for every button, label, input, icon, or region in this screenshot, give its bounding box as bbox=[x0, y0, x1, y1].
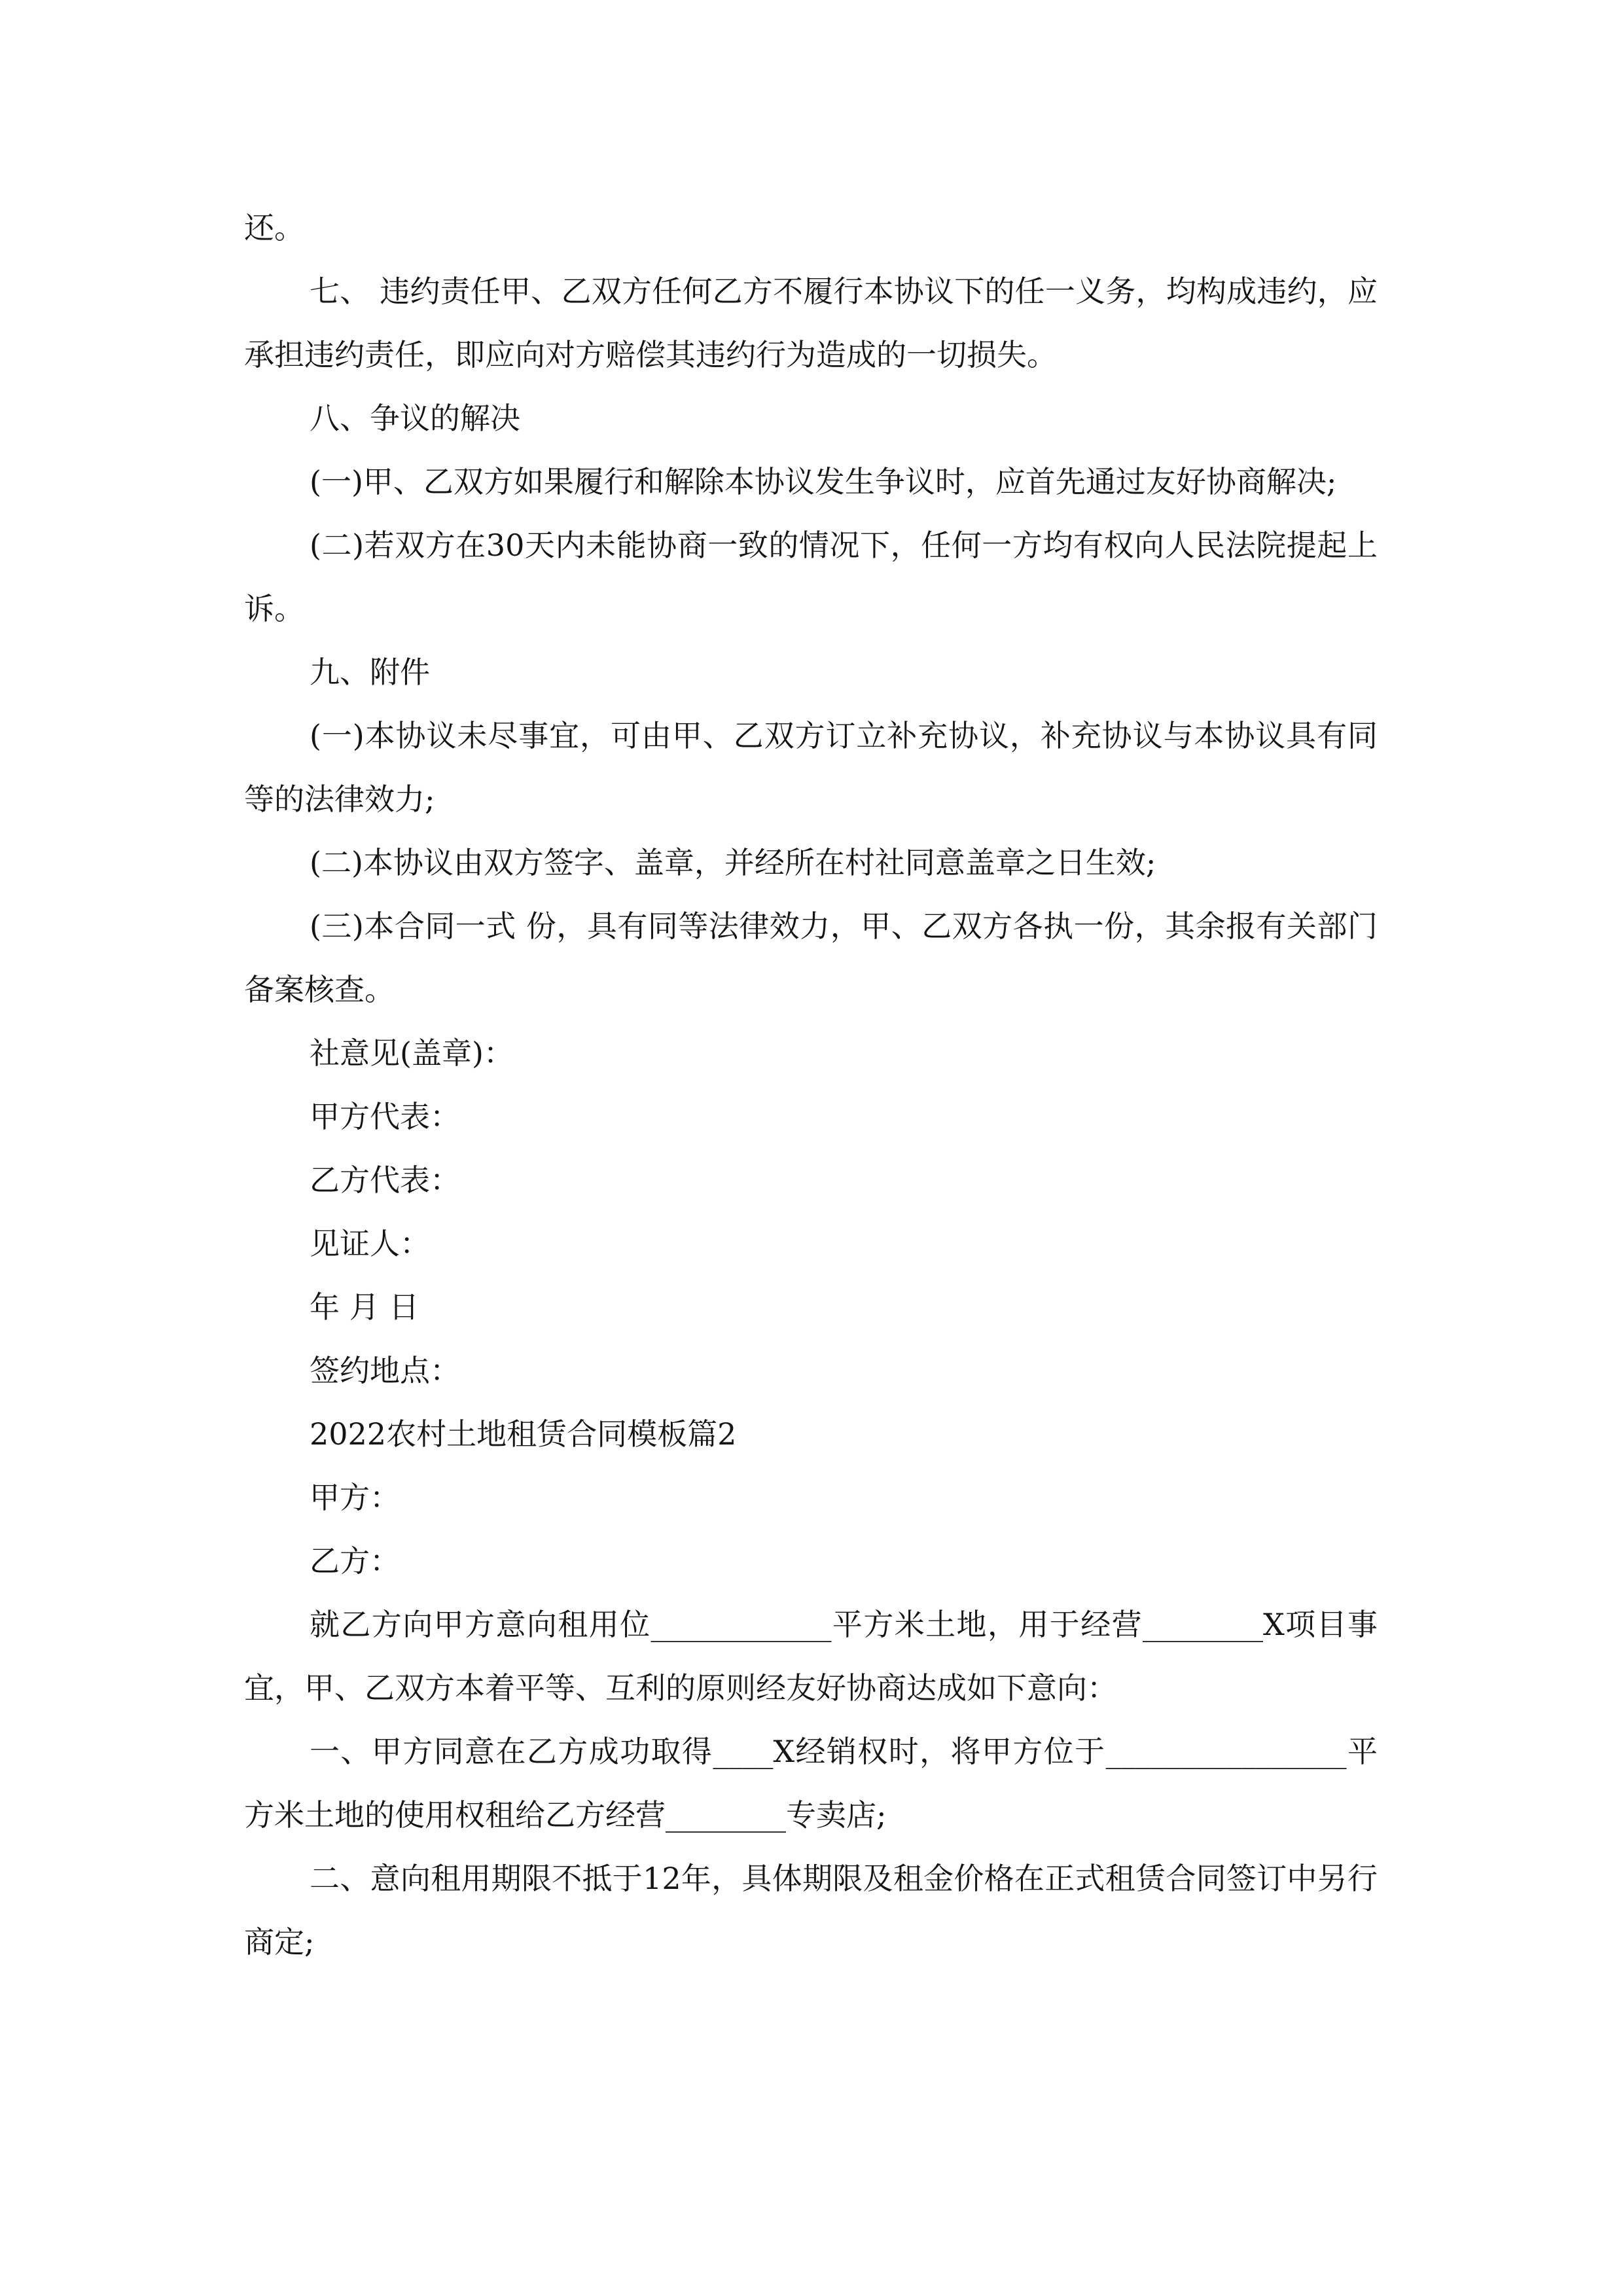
paragraph-intent-2: 二、意向租用期限不抵于12年，具体期限及租金价格在正式租赁合同签订中另行商定; bbox=[244, 1861, 1378, 1960]
paragraph-breach-liability: 七、 违约责任甲、乙双方任何乙方不履行本协议下的任一义务，均构成违约，应承担违约责任，即应向对方赔偿其违约行为造成的一切损失。 bbox=[244, 274, 1378, 372]
document-body bbox=[244, 196, 1378, 1974]
section-heading-dispute: 八、争议的解决 bbox=[310, 401, 520, 436]
party-a-line: 甲方： bbox=[310, 1480, 400, 1515]
paragraph-attachment-2: (二)本协议由双方签字、盖章，并经所在村社同意盖章之日生效; bbox=[310, 845, 1156, 880]
paragraph-intent-1: 一、甲方同意在乙方成功取得____X经销权时，将甲方位于________________平方米土地的使用权租给乙方经营________专卖店; bbox=[244, 1734, 1378, 1833]
signature-line-party-b: 乙方代表： bbox=[310, 1162, 460, 1198]
paragraph-dispute-1: (一)甲、乙双方如果履行和解除本协议发生争议时，应首先通过友好协商解决; bbox=[310, 464, 1337, 499]
paragraph-dispute-2: (二)若双方在30天内未能协商一致的情况下，任何一方均有权向人民法院提起上诉。 bbox=[244, 528, 1378, 626]
party-b-line: 乙方： bbox=[310, 1543, 400, 1579]
paragraph-intent-intro: 就乙方向甲方意向租用位____________平方米土地，用于经营________X项目事宜，甲、乙双方本着平等、互利的原则经友好协商达成如下意向： bbox=[244, 1607, 1378, 1706]
signature-line-community: 社意见(盖章)： bbox=[310, 1035, 514, 1071]
signature-line-witness: 见证人： bbox=[310, 1226, 430, 1261]
signature-line-date: 年 月 日 bbox=[310, 1289, 419, 1325]
signature-line-location: 签约地点： bbox=[310, 1353, 460, 1388]
section-heading-attachment: 九、附件 bbox=[310, 655, 430, 690]
signature-line-party-a: 甲方代表： bbox=[310, 1099, 460, 1134]
paragraph-attachment-3: (三)本合同一式 份，具有同等法律效力，甲、乙双方各执一份，其余报有关部门备案核查。 bbox=[244, 908, 1378, 1007]
paragraph-attachment-1: (一)本协议未尽事宜，可由甲、乙双方订立补充协议，补充协议与本协议具有同等的法律效力; bbox=[244, 718, 1378, 817]
paragraph-continuation: 还。 bbox=[244, 210, 304, 245]
document-subtitle: 2022农村土地租赁合同模板篇2 bbox=[310, 1416, 737, 1452]
